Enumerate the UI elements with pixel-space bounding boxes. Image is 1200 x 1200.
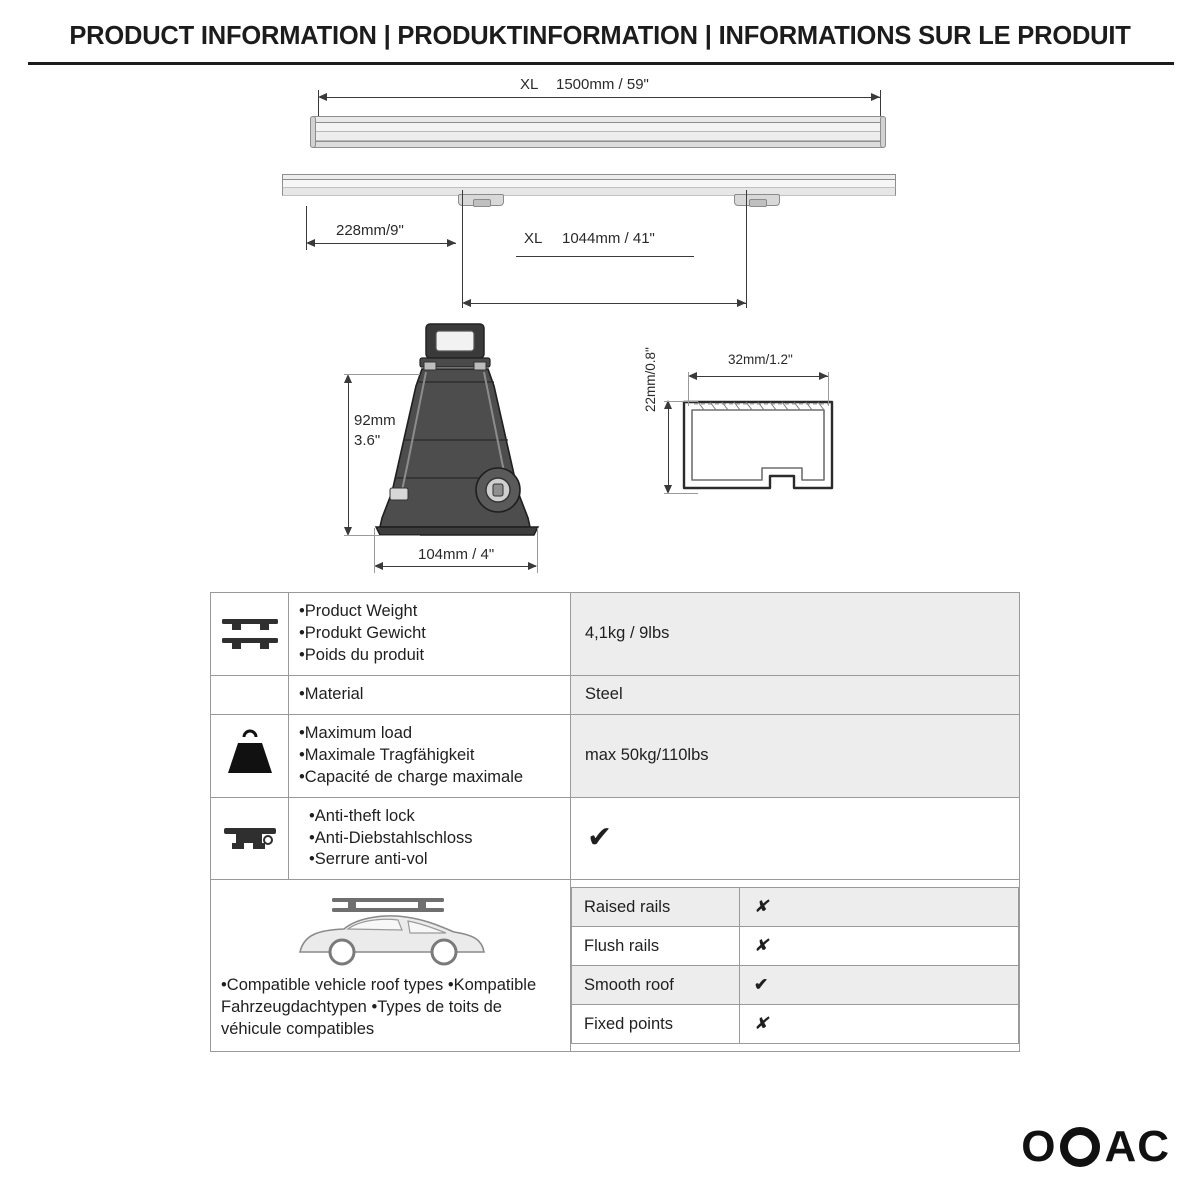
table-row-anti-theft-lock [211, 797, 1020, 880]
dim-ext-bottom-profile-height [664, 493, 698, 494]
bar-cross-section-svg [678, 392, 838, 502]
value-product-weight: 4,1kg / 9lbs [571, 593, 1020, 676]
dim-bar-total-value: 1500mm / 59" [556, 76, 649, 93]
dim-profile-height-value: 22mm/0.8" [643, 347, 658, 412]
label-line: •Compatible vehicle roof types [221, 976, 444, 995]
label-line: •Anti-theft lock [309, 806, 415, 825]
compat-support: ✘ [740, 1005, 1019, 1044]
list-item [572, 888, 1019, 927]
dim-ext-right-span [746, 190, 747, 308]
dim-ext-right-width [537, 528, 538, 573]
dim-arrow-right-profile-width [819, 372, 828, 380]
label-line: •Anti-Diebstahlschloss [309, 828, 473, 847]
compat-support: ✘ [740, 888, 1019, 927]
label-line: •Produkt Gewicht [299, 623, 426, 642]
dim-arrow-right-span [737, 299, 746, 307]
label-anti-theft-lock [289, 797, 571, 880]
dim-arrow-left-span [462, 299, 471, 307]
dim-foot-width-value: 104mm / 4" [418, 546, 495, 563]
label-line: •Capacité de charge maximale [299, 767, 524, 786]
label-line: •Product Weight [299, 602, 418, 620]
label-line: •Kompatible Fahrzeugdachtypen [221, 976, 537, 1017]
list-item [572, 1005, 1019, 1044]
dim-arrow-left-width [374, 562, 383, 570]
label-line: •Maximale Tragfähigkeit [299, 745, 475, 764]
dim-line-foot-height [348, 376, 349, 534]
title-divider [28, 62, 1174, 65]
compatibility-label-cell [211, 880, 571, 1052]
dim-arrow-left-profile-width [688, 372, 697, 380]
label-line: •Material [299, 684, 364, 703]
dim-arrow-right-total [871, 93, 880, 101]
dim-arrow-right-offset [447, 239, 456, 247]
material-icon-placeholder [211, 675, 289, 714]
compat-name: Smooth roof [572, 966, 740, 1005]
dim-line-foot-offset [308, 243, 456, 244]
dim-line-bar-total [320, 97, 880, 98]
dim-profile-width-value: 32mm/1.2" [728, 352, 793, 367]
bar-cross-section-view [678, 392, 838, 502]
car-with-rack-icon [217, 884, 564, 975]
brand-logo-ring-icon [1060, 1127, 1100, 1167]
dim-foot-offset-value: 228mm/9" [336, 222, 404, 239]
compatibility-matrix-cell [571, 880, 1020, 1052]
list-item [572, 966, 1019, 1005]
label-line: compatibles [286, 1020, 375, 1039]
weight-icon [211, 714, 289, 797]
table-row-material [211, 675, 1020, 714]
lock-icon [211, 797, 289, 880]
dim-foot-height-inch: 3.6" [354, 432, 381, 449]
value-maximum-load: max 50kg/110lbs [571, 714, 1020, 797]
table-row-maximum-load [211, 714, 1020, 797]
crossbar-with-feet-view [282, 172, 896, 206]
value-anti-theft-lock: ✔ [571, 797, 1020, 880]
dim-arrow-left-total [318, 93, 327, 101]
value-material: Steel [571, 675, 1020, 714]
label-line: •Poids du produit [299, 645, 425, 664]
dim-line-profile-height [668, 402, 669, 492]
dim-underline-span [516, 256, 694, 257]
label-line: •Maximum load [299, 723, 413, 742]
crossbar-icon [211, 593, 289, 676]
compat-support: ✔ [740, 966, 1019, 1005]
table-row-product-weight [211, 593, 1020, 676]
dim-line-foot-width [376, 566, 536, 567]
list-item [572, 927, 1019, 966]
dim-line-span [464, 303, 746, 304]
dim-span-value: 1044mm / 41" [562, 230, 655, 247]
label-material [289, 675, 571, 714]
compatibility-matrix [571, 887, 1019, 1044]
dim-span-prefix: XL [524, 230, 543, 247]
dim-foot-height-value: 92mm [354, 412, 396, 429]
compat-name: Raised rails [572, 888, 740, 927]
dim-ext-top-profile-height [664, 401, 698, 402]
dim-arrow-right-width [528, 562, 537, 570]
brand-logo-ac: AC [1104, 1122, 1170, 1171]
compat-name: Fixed points [572, 1005, 740, 1044]
dim-arrow-left-offset [306, 239, 315, 247]
page-title [0, 22, 1200, 51]
dim-ext-right-profile-width [828, 372, 829, 406]
label-line: •Types de toits de véhicule [221, 998, 502, 1039]
brand-logo-o: O [1021, 1122, 1057, 1171]
dim-ext-bottom-height [344, 535, 420, 536]
dim-ext-top-height [344, 374, 420, 375]
spec-table [210, 592, 1020, 1052]
label-product-weight [289, 593, 571, 676]
dim-arrow-up-height [344, 374, 352, 383]
dim-ext-left-span [462, 190, 463, 308]
compat-name: Flush rails [572, 927, 740, 966]
dim-bar-total-prefix: XL [520, 76, 539, 93]
foot-side-view [352, 322, 562, 537]
page-title-text: PRODUCT INFORMATION | PRODUKTINFORMATION | INFORMATIONS SUR LE PRODUIT [69, 22, 1131, 50]
compat-support: ✘ [740, 927, 1019, 966]
dim-ext-left-offset [306, 206, 307, 250]
crossbar-top-view [310, 116, 886, 148]
brand-logo [1021, 1122, 1170, 1172]
dim-line-profile-width [690, 376, 828, 377]
dim-ext-left-width [374, 528, 375, 573]
table-row-compatibility [211, 880, 1020, 1052]
compatibility-labels [217, 975, 564, 1041]
label-line: •Serrure anti-vol [309, 850, 428, 869]
foot-side-view-svg [352, 322, 562, 537]
label-maximum-load [289, 714, 571, 797]
